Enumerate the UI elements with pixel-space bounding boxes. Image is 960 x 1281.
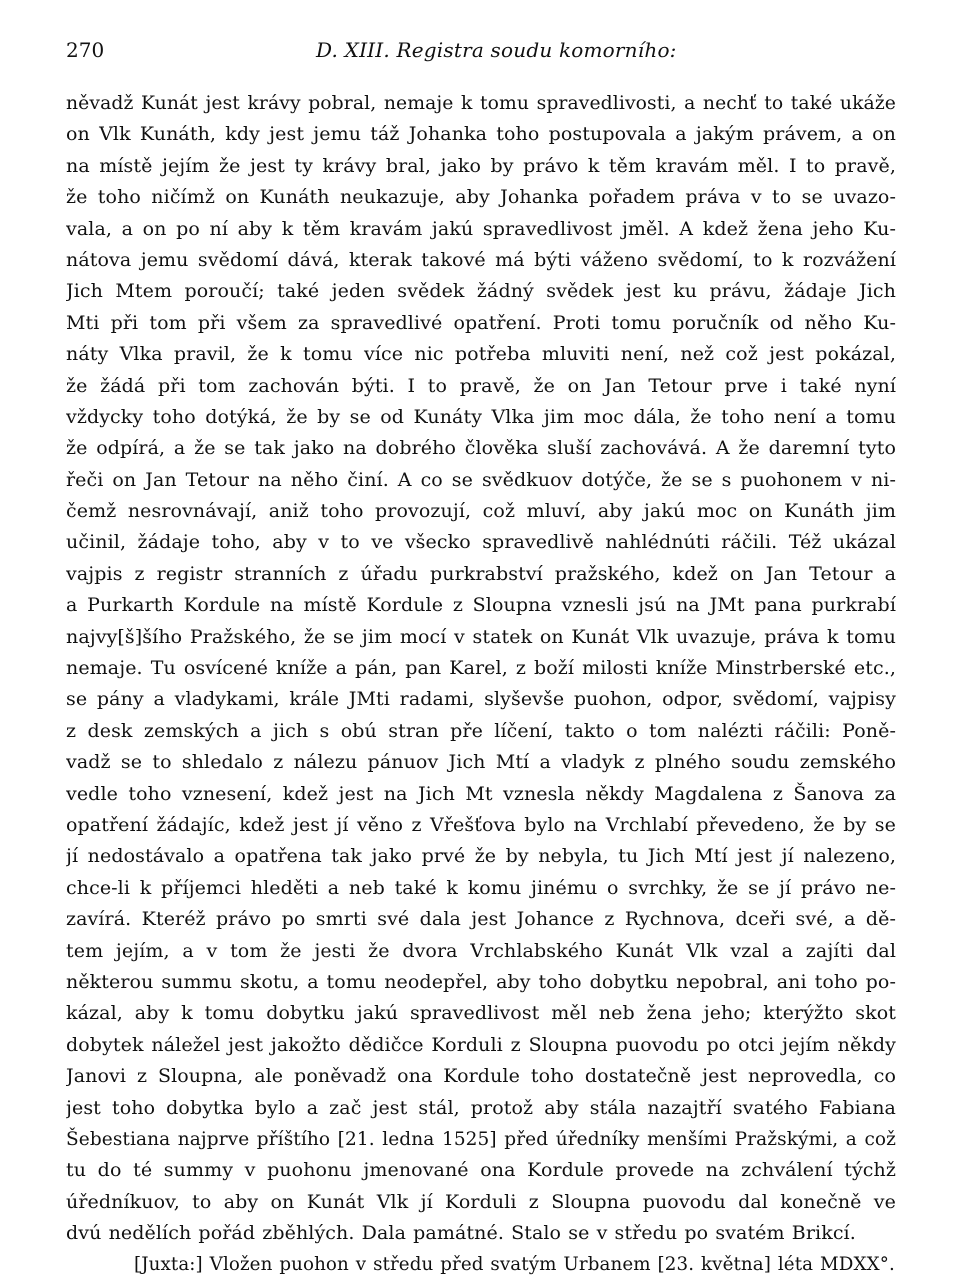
closing-note: [Juxta:] Vložen puohon v středu před svatým Urbanem [23. května] léta MDXX°. xyxy=(134,1254,895,1276)
text-line: že žádá při tom zachován býti. I to pravě, že on Jan Tetour prve i také nyní xyxy=(66,374,896,397)
text-line: úředníkuov, to aby on Kunát Vlk jí Korduli z Sloupna puovodu dal konečně ve xyxy=(66,1190,896,1213)
text-line: na místě jejím že jest ty krávy bral, jako by právo k těm kravám měl. I to pravě, xyxy=(66,154,896,177)
text-line: kázal, aby k tomu dobytku jakú spravedlivost měl neb žena jeho; kterýžto skot xyxy=(66,1002,896,1025)
text-line: vadž se to shledalo z nálezu pánuov Jich Mtí a vladyk z plného soudu zemského xyxy=(66,751,896,774)
text-line: opatření žádajíc, kdež jest jí věno z Vřešťova bylo na Vrchlabí převedeno, že by se xyxy=(66,813,896,836)
text-line: nemaje. Tu osvícené kníže a pán, pan Karel, z boží milosti kníže Minstrberské etc., xyxy=(66,657,896,680)
text-line: čemž nesrovnávají, aniž toho provozují, což mluví, aby jakú moc on Kunáth jim xyxy=(66,500,896,523)
body-text xyxy=(66,88,896,1281)
text-line: Janovi z Sloupna, ale poněvadž ona Kordule toho dostatečně jest neprovedla, co xyxy=(66,1065,896,1088)
text-line: jest toho dobytka bylo a zač jest stál, protož aby stála nazajtří svatého Fabiana xyxy=(66,1096,896,1119)
text-line: tu do té summy v puohonu jmenované ona Kordule provede na zchválení týchž xyxy=(66,1159,896,1182)
text-line: některou summu skotu, a tomu neodepřel, aby toho dobytku nepobral, ani toho po- xyxy=(66,970,896,993)
text-line: učinil, žádaje toho, aby v to ve všecko spravedlivě nahlédnúti ráčili. Též ukázal xyxy=(66,531,896,554)
text-line: vala, a on po ní aby k těm kravám jakú spravedlivost jměl. A kdež žena jeho Ku- xyxy=(66,217,896,240)
text-line: vedle toho vznesení, kdež jest na Jich Mt vznesla někdy Magdalena z Šanova za xyxy=(66,782,896,805)
text-line: jí nedostávalo a opatřena tak jako prvé že by nebyla, tu Jich Mtí jest jí nalezeno, xyxy=(66,845,896,868)
text-line: zavírá. Kteréž právo po smrti své dala jest Johance z Rychnova, dceři své, a dě- xyxy=(66,908,896,931)
text-line: že odpírá, a že se tak jako na dobrého člověka sluší zachovává. A že daremní tyto xyxy=(66,437,896,460)
text-line: tem jejím, a v tom že jesti že dvora Vrchlabského Kunát Vlk vzal a zajíti dal xyxy=(66,939,896,962)
page-header xyxy=(66,38,896,68)
text-line: vždycky toho dotýká, že by se od Kunáty Vlka jim moc dála, že toho není a tomu xyxy=(66,405,896,428)
text-line: něvadž Kunát jest krávy pobral, nemaje k tomu spravedlivosti, a nechť to také ukáže xyxy=(66,93,896,114)
page-number: 270 xyxy=(66,38,105,62)
text-line: náty Vlka pravil, že k tomu více nic potřeba mluviti není, než což jest pokázal, xyxy=(66,343,896,366)
text-line: najvy[š]šího Pražského, že se jim mocí v statek on Kunát Vlk uvazuje, práva k tomu xyxy=(66,625,896,648)
text-line: on Vlk Kunáth, kdy jest jemu táž Johanka toho postupovala a jakým právem, a on xyxy=(66,123,896,146)
text-line: Mti při tom při všem za spravedlivé opatření. Proti tomu poručník od něho Ku- xyxy=(66,311,896,334)
page xyxy=(66,0,896,1276)
text-line: Šebestiana najprve příštího [21. ledna 1525] před úředníky menšími Pražskými, a což xyxy=(66,1128,896,1150)
text-line: a Purkarth Kordule na místě Kordule z Sloupna vznesli jsú na JMt pana purkrabí xyxy=(66,594,896,617)
text-line: Jich Mtem poroučí; také jeden svědek žádný svědek jest ku právu, žádaje Jich xyxy=(66,280,896,303)
text-line: řeči on Jan Tetour na něho činí. A co se svědkuov dotýče, že se s puohonem v ni- xyxy=(66,468,896,491)
text-line: dobytek náležel jest jakožto dědičce Korduli z Sloupna puovodu po otci jejím někdy xyxy=(66,1033,896,1056)
text-line: se pány a vladykami, krále JMti radami, slyševše puohon, odpor, svědomí, vajpisy xyxy=(66,688,896,711)
text-line: chce-li k příjemci hleděti a neb také k komu jinému o svrchky, že se jí právo ne- xyxy=(66,876,896,899)
text-line: vajpis z registr stranních z úřadu purkrabství pražského, kdež on Jan Tetour a xyxy=(66,562,896,585)
text-line: že toho ničímž on Kunáth neukazuje, aby Johanka pořadem práva v to se uvazo- xyxy=(66,186,896,209)
text-line: z desk zemských a jich s obú stran pře líčení, takto o tom nalézti ráčili: Poně- xyxy=(66,719,896,742)
running-head: D. XIII. Registra soudu komorního: xyxy=(316,38,677,62)
text-line: nátova jemu svědomí dává, kterak takové má býti váženo svědomí, to k rozvážení xyxy=(66,248,896,271)
text-line: dvú nedělích pořád zběhlých. Dala památné. Stalo se v středu po svatém Brikcí. xyxy=(66,1222,856,1245)
